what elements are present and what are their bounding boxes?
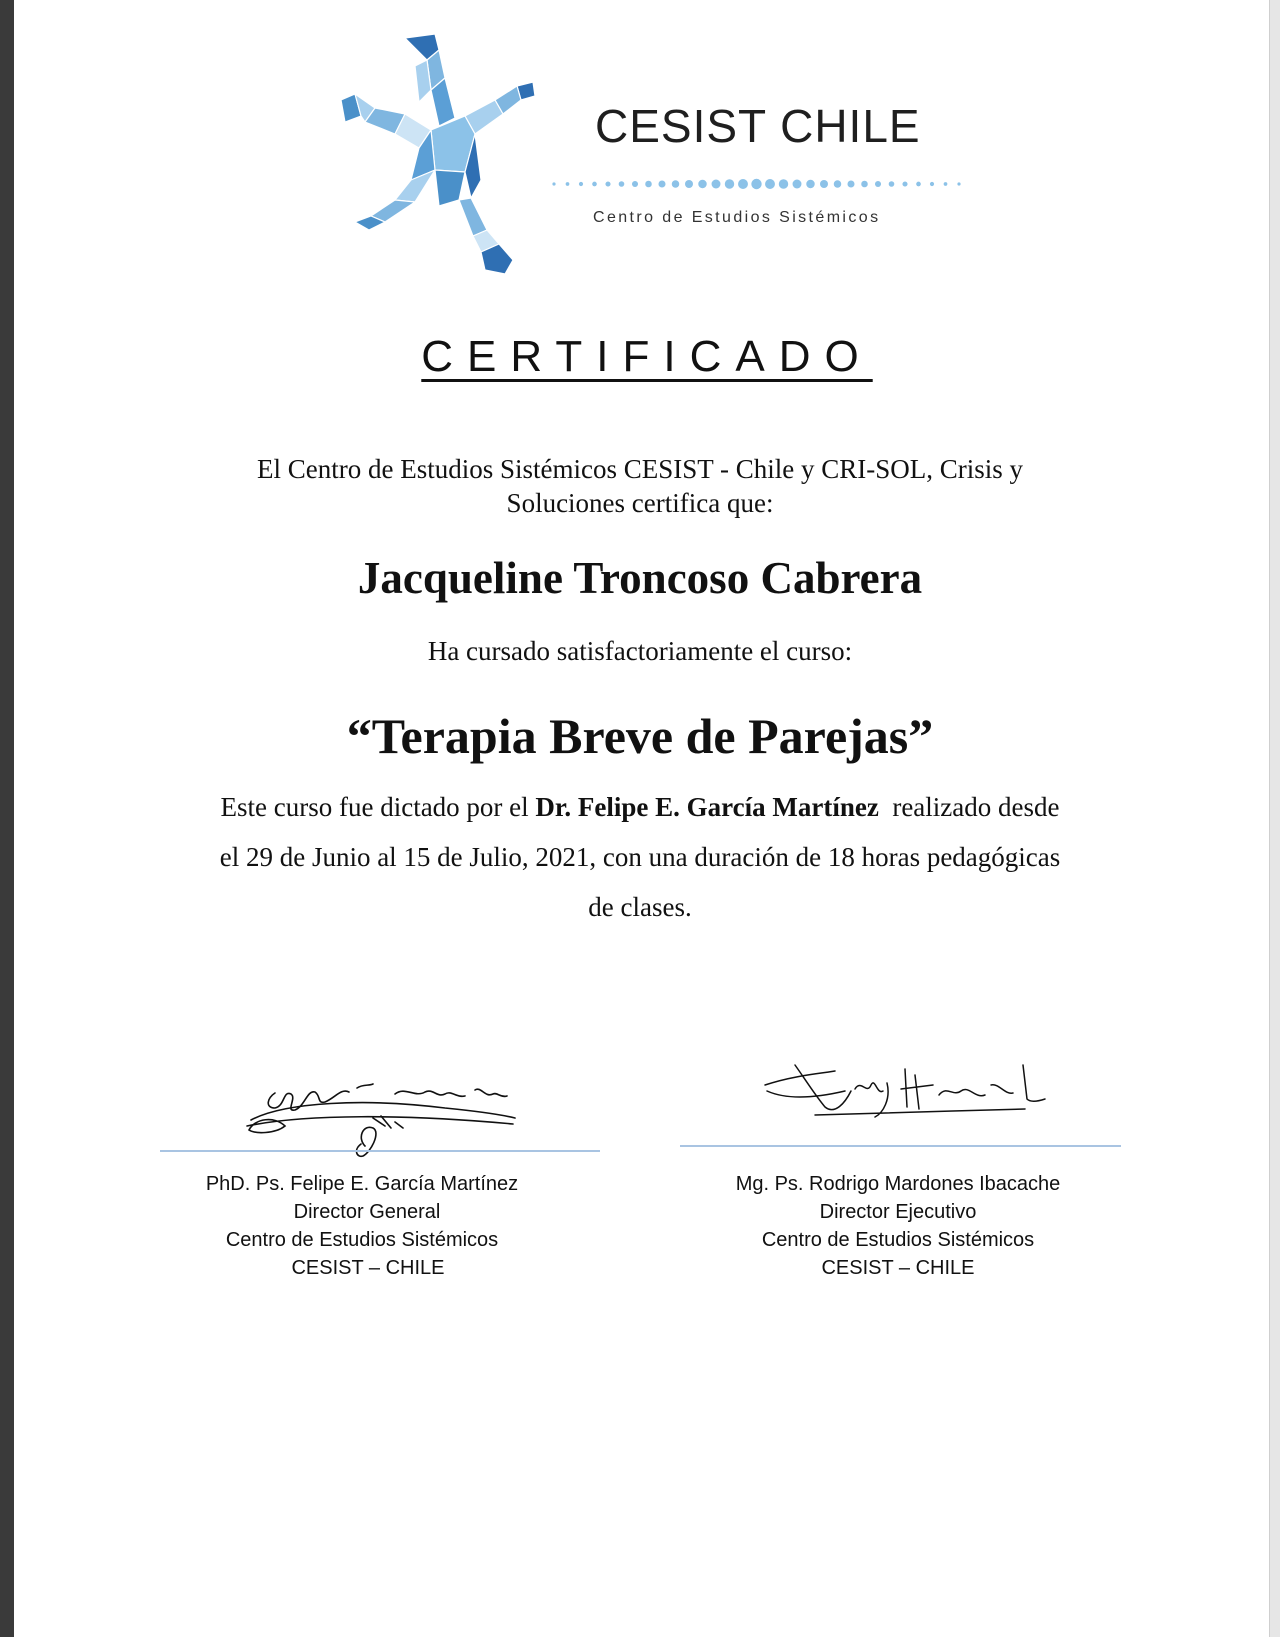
decorative-dot [944, 182, 948, 186]
signatory-2-org: Centro de Estudios Sistémicos [761, 1229, 1035, 1251]
decorative-dot [698, 180, 706, 188]
decorative-dot [592, 182, 597, 187]
decorative-dot [579, 182, 583, 186]
signatory-2-role: Director Ejecutivo [819, 1201, 977, 1223]
intro-line-1: El Centro de Estudios Sistémicos CESIST - Chile y CRI-SOL, Crisis y [256, 454, 1024, 484]
details-line-1: Este curso fue dictado por el Dr. Felipe E. García Martínez realizado desde [220, 792, 1060, 822]
signatory-1-role: Director General [293, 1201, 441, 1223]
decorative-dot [861, 181, 868, 188]
decorative-dot [847, 180, 854, 187]
viewer-edge [1269, 0, 1280, 1637]
decorative-dot [779, 179, 788, 188]
decorative-dot [738, 179, 748, 189]
decorative-dot [916, 182, 921, 187]
signatory-2-block [678, 1170, 1118, 1282]
signatory-1-org: Centro de Estudios Sistémicos [225, 1229, 499, 1251]
details-line-2: el 29 de Junio al 15 de Julio, 2021, con una duración de 18 horas pedagógicas [219, 842, 1061, 872]
decorative-dot [685, 180, 693, 188]
completed-statement: Ha cursado satisfactoriamente el curso: [427, 636, 853, 666]
decorative-dot [619, 181, 625, 187]
decorative-dot [751, 179, 761, 189]
instructor-name: Dr. Felipe E. García Martínez [535, 792, 879, 822]
course-details [180, 782, 1100, 932]
decorative-dot [566, 182, 570, 186]
decorative-dot [672, 180, 680, 188]
decorative-dots [548, 176, 968, 192]
signature-1-line [160, 1150, 600, 1152]
signature-2-line [680, 1145, 1121, 1147]
certificate-title: CERTIFICADO [421, 332, 873, 381]
intro-line-2: Soluciones certifica que: [506, 488, 774, 518]
decorative-dot [552, 182, 555, 185]
details-line-3: de clases. [588, 892, 692, 922]
course-title: “Terapia Breve de Parejas” [346, 708, 934, 764]
brand-subtitle: Centro de Estudios Sistémicos [593, 209, 881, 226]
decorative-dot [725, 179, 734, 188]
decorative-dot [957, 182, 960, 185]
decorative-dot [834, 180, 842, 188]
decorative-dot [645, 181, 652, 188]
decorative-dot [712, 180, 721, 189]
decorative-dot [889, 181, 895, 187]
decorative-dot [765, 179, 775, 189]
signatory-2-name: Mg. Ps. Rodrigo Mardones Ibacache [735, 1173, 1061, 1195]
decorative-dot [930, 182, 934, 186]
signatory-1-block [142, 1170, 582, 1282]
decorative-dot [605, 181, 610, 186]
decorative-dot [820, 180, 828, 188]
signatory-2-org-short: CESIST – CHILE [821, 1257, 975, 1279]
decorative-dot [902, 181, 907, 186]
signature-2-graphic [755, 1055, 1055, 1125]
cesist-logo-figure-icon [335, 30, 565, 275]
recipient-name: Jacqueline Troncoso Cabrera [357, 553, 923, 603]
signatory-1-org-short: CESIST – CHILE [291, 1257, 445, 1279]
decorative-dot [658, 180, 665, 187]
signatory-1-name: PhD. Ps. Felipe E. García Martínez [205, 1173, 519, 1195]
decorative-dot [806, 180, 814, 188]
decorative-dot [793, 180, 802, 189]
brand-name: CESIST CHILE [595, 100, 921, 152]
certificate-intro [220, 452, 1060, 520]
decorative-dot [632, 181, 638, 187]
signature-1-graphic [245, 1068, 535, 1158]
decorative-dot [875, 181, 881, 187]
